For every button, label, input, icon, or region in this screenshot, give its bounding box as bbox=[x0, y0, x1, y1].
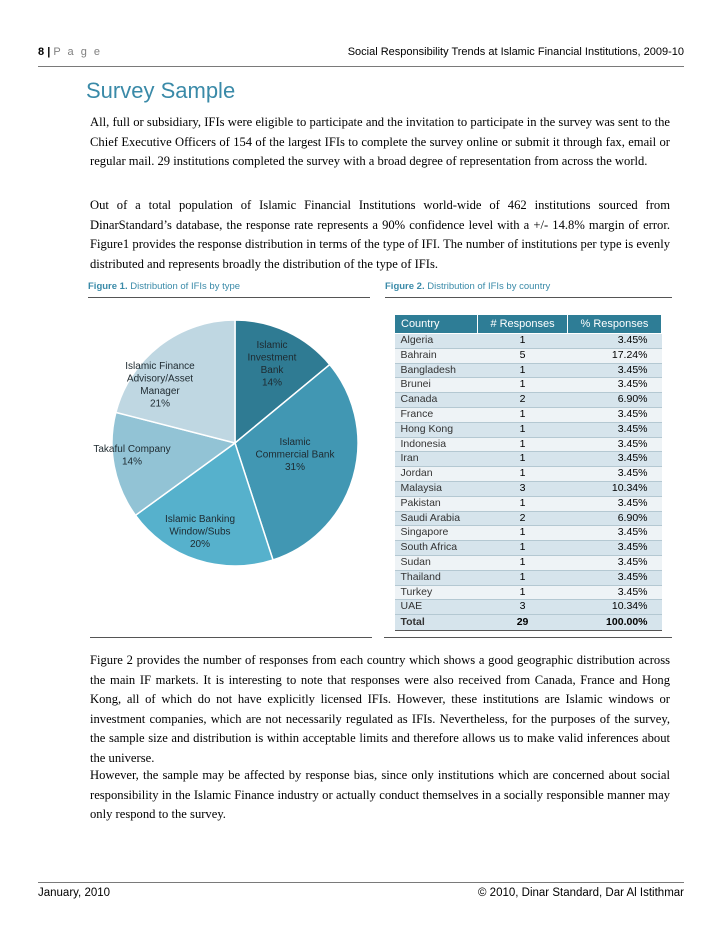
pie-label-line: 14% bbox=[121, 456, 143, 468]
percent-cell: 6.90% bbox=[567, 393, 661, 408]
responses-cell: 1 bbox=[478, 452, 568, 467]
responses-cell: 2 bbox=[478, 511, 568, 526]
table-row bbox=[395, 585, 662, 600]
table-row bbox=[395, 393, 662, 408]
percent-cell: 17.24% bbox=[567, 348, 661, 363]
responses-cell: 1 bbox=[478, 378, 568, 393]
table-total-row bbox=[395, 615, 662, 631]
pie-label-line: 21% bbox=[149, 398, 171, 410]
table-row bbox=[395, 541, 662, 556]
percent-cell: 3.45% bbox=[567, 363, 661, 378]
percent-cell: 3.45% bbox=[567, 452, 661, 467]
pie-label-line: Manager bbox=[140, 386, 180, 397]
percent-cell: 6.90% bbox=[567, 511, 661, 526]
table-row bbox=[395, 422, 662, 437]
percent-cell: 3.45% bbox=[567, 526, 661, 541]
page-footer bbox=[38, 882, 684, 902]
responses-cell: 1 bbox=[478, 467, 568, 482]
pie-label-line: Islamic Finance bbox=[125, 361, 195, 372]
footer-date: January, 2010 bbox=[38, 887, 111, 899]
pie-label-line: Investment bbox=[247, 352, 297, 364]
table-row bbox=[395, 334, 662, 349]
running-title: Social Responsibility Trends at Islamic Financial Institutions, 2009-10 bbox=[347, 46, 684, 58]
page-header bbox=[38, 44, 684, 67]
pie-chart-svg bbox=[90, 312, 372, 637]
responses-cell: 1 bbox=[478, 437, 568, 452]
page-separator: | bbox=[47, 46, 51, 58]
responses-cell: 1 bbox=[478, 363, 568, 378]
section-title: Survey Sample bbox=[86, 78, 236, 103]
figure1-caption bbox=[88, 281, 370, 298]
table-row bbox=[395, 481, 662, 496]
percent-cell: 10.34% bbox=[567, 481, 661, 496]
column-header-country: Country bbox=[395, 315, 478, 334]
country-cell: South Africa bbox=[395, 541, 478, 556]
figure1-caption-text: Distribution of IFIs by type bbox=[127, 281, 241, 292]
total-responses: 29 bbox=[478, 615, 568, 631]
table-row bbox=[395, 526, 662, 541]
responses-cell: 1 bbox=[478, 334, 568, 349]
country-cell: Brunei bbox=[395, 378, 478, 393]
table-row bbox=[395, 407, 662, 422]
figure1-pie-chart bbox=[90, 312, 372, 638]
responses-cell: 1 bbox=[478, 541, 568, 556]
paragraph-2: Out of a total population of Islamic Financial Institutions world-wide of 462 institutions sourced from DinarStandard’s database, the response rate represents a 90% confidence level with a +/- 14.8% margin of error. Figure1 provides the response distribution in terms of the type of IFI. The number of institutions per type is evenly distributed and represents broadly the distribution of the type of IFIs. bbox=[90, 198, 670, 271]
country-cell: Sudan bbox=[395, 555, 478, 570]
table-header-row bbox=[395, 315, 662, 334]
table-row bbox=[395, 437, 662, 452]
country-cell: Algeria bbox=[395, 334, 478, 349]
percent-cell: 10.34% bbox=[567, 600, 661, 615]
percent-cell: 3.45% bbox=[567, 570, 661, 585]
percent-cell: 3.45% bbox=[567, 378, 661, 393]
country-cell: Turkey bbox=[395, 585, 478, 600]
country-cell: Singapore bbox=[395, 526, 478, 541]
table-row bbox=[395, 467, 662, 482]
responses-cell: 5 bbox=[478, 348, 568, 363]
paragraph-4: However, the sample may be affected by response bias, since only institutions which are concerned about social responsibility in the Islamic Finance industry or actually conduct themselves in a socially responsible manner may only respond to the survey. bbox=[90, 768, 670, 822]
country-cell: Canada bbox=[395, 393, 478, 408]
percent-cell: 3.45% bbox=[567, 334, 661, 349]
country-cell: Hong Kong bbox=[395, 422, 478, 437]
responses-cell: 3 bbox=[478, 481, 568, 496]
table-row bbox=[395, 511, 662, 526]
table-row bbox=[395, 452, 662, 467]
figure2-caption bbox=[385, 281, 672, 298]
pie-label-line: Islamic bbox=[256, 340, 288, 351]
pie-label-line: Window/Subs bbox=[169, 526, 231, 538]
total-label: Total bbox=[395, 615, 478, 631]
percent-cell: 3.45% bbox=[567, 422, 661, 437]
responses-cell: 2 bbox=[478, 393, 568, 408]
pie-label-line: Advisory/Asset bbox=[126, 373, 194, 385]
pie-label-line: 14% bbox=[261, 377, 283, 389]
table-row bbox=[395, 363, 662, 378]
country-cell: Pakistan bbox=[395, 496, 478, 511]
footer-copyright: © 2010, Dinar Standard, Dar Al Istithmar bbox=[478, 887, 684, 899]
country-cell: Indonesia bbox=[395, 437, 478, 452]
country-cell: UAE bbox=[395, 600, 478, 615]
country-cell: Bahrain bbox=[395, 348, 478, 363]
country-cell: France bbox=[395, 407, 478, 422]
table-row bbox=[395, 570, 662, 585]
percent-cell: 3.45% bbox=[567, 467, 661, 482]
country-cell: Malaysia bbox=[395, 481, 478, 496]
percent-cell: 3.45% bbox=[567, 585, 661, 600]
figure-captions bbox=[88, 281, 672, 298]
responses-cell: 1 bbox=[478, 555, 568, 570]
figure1-caption-label: Figure 1. bbox=[88, 281, 128, 292]
percent-cell: 3.45% bbox=[567, 407, 661, 422]
percent-cell: 3.45% bbox=[567, 496, 661, 511]
paragraph-1: All, full or subsidiary, IFIs were eligible to participate and the invitation to participate in the survey was sent to the Chief Executive Officers of 154 of the largest IFIs to complete the survey online or submit it through fax, email or regular mail. 29 institutions completed the survey with a broad degree of representation from across the world. bbox=[90, 115, 670, 169]
paragraph-3: Figure 2 provides the number of responses from each country which shows a good geographic distribution across the main IF markets. It is interesting to note that responses were also received from Canada, France and Hong Kong, all of which do not have explicitly licensed IFIs. However, these institutions are Islamic windows or investment companies, which are not necessarily regulated as IFIs. Nevertheless, for the purposes of the survey, the sample size and distribution is within acceptable limits and therefore allows us to make valid inferences about the universe. bbox=[90, 653, 670, 765]
percent-cell: 3.45% bbox=[567, 437, 661, 452]
page-word: P a g e bbox=[53, 46, 102, 58]
responses-cell: 3 bbox=[478, 600, 568, 615]
country-cell: Jordan bbox=[395, 467, 478, 482]
responses-cell: 1 bbox=[478, 422, 568, 437]
table-row bbox=[395, 348, 662, 363]
column-header-percent: % Responses bbox=[567, 315, 661, 334]
percent-cell: 3.45% bbox=[567, 541, 661, 556]
responses-cell: 1 bbox=[478, 407, 568, 422]
country-cell: Bangladesh bbox=[395, 363, 478, 378]
responses-cell: 1 bbox=[478, 570, 568, 585]
country-cell: Thailand bbox=[395, 570, 478, 585]
page-number: 8 bbox=[38, 46, 45, 58]
figure2-caption-text: Distribution of IFIs by country bbox=[424, 281, 551, 292]
country-cell: Saudi Arabia bbox=[395, 511, 478, 526]
pie-label-line: Islamic bbox=[279, 437, 311, 448]
table-row bbox=[395, 555, 662, 570]
pie-label-line: 20% bbox=[189, 539, 211, 550]
country-cell: Iran bbox=[395, 452, 478, 467]
table-row bbox=[395, 496, 662, 511]
figure2-caption-label: Figure 2. bbox=[385, 281, 425, 292]
responses-cell: 1 bbox=[478, 526, 568, 541]
figure2-country-table bbox=[384, 312, 672, 638]
percent-cell: 3.45% bbox=[567, 555, 661, 570]
pie-label-line: Commercial Bank bbox=[255, 449, 335, 461]
responses-cell: 1 bbox=[478, 585, 568, 600]
responses-cell: 1 bbox=[478, 496, 568, 511]
country-table bbox=[394, 314, 662, 631]
pie-label-line: Takaful Company bbox=[93, 444, 171, 455]
pie-label-line: Islamic Banking bbox=[164, 514, 236, 525]
total-percent: 100.00% bbox=[567, 615, 661, 631]
pie-label-line: Bank bbox=[260, 365, 284, 376]
page-number-label bbox=[38, 46, 102, 58]
pie-label-line: 31% bbox=[284, 462, 306, 473]
column-header-responses: # Responses bbox=[478, 315, 568, 334]
table-row bbox=[395, 600, 662, 615]
table-row bbox=[395, 378, 662, 393]
